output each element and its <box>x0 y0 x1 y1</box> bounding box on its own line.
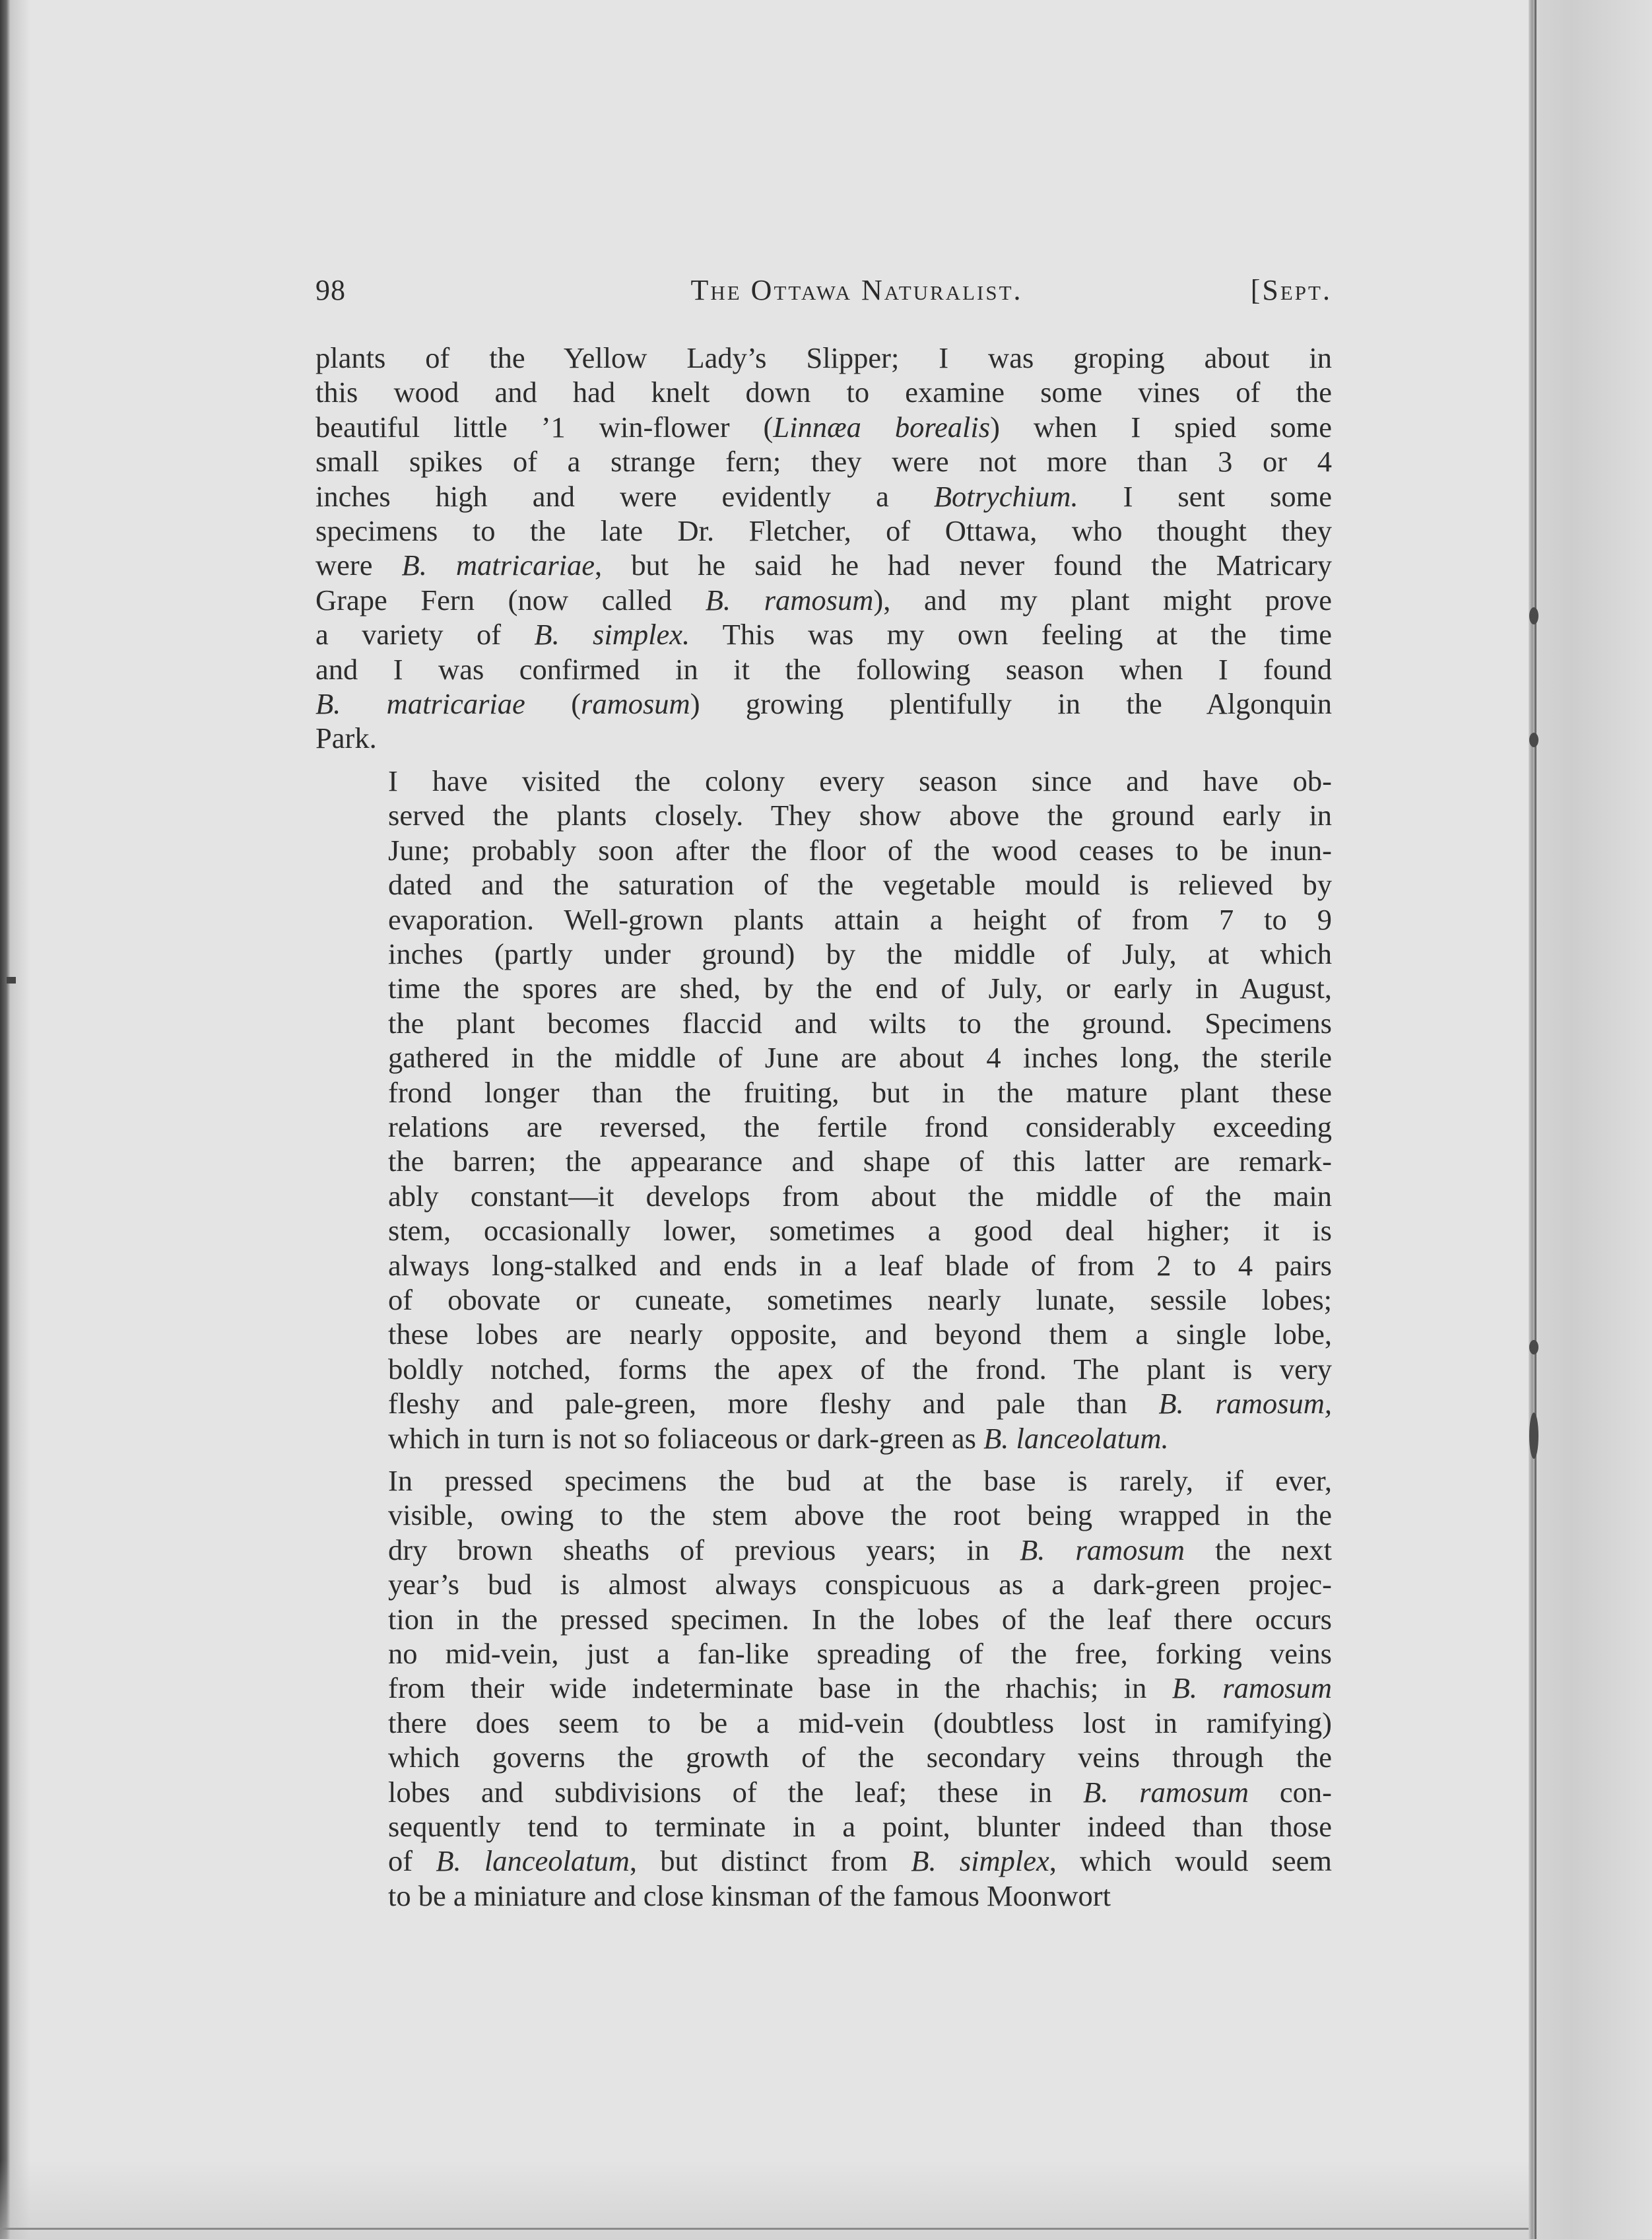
text-line: time the spores are shed, by the end of July, or early in August, <box>388 972 1332 1005</box>
text-line: plants of the Yellow Lady’s Slipper; I was groping about in <box>315 341 1332 374</box>
issue-month: [Sept. <box>1250 274 1332 306</box>
italic-term: B. ramosum <box>1083 1775 1249 1809</box>
text-line: from their wide indeterminate base in the rhachis; in B. ramosum <box>388 1671 1333 1705</box>
text-line: always long-stalked and ends in a leaf blade of from 2 to 4 pairs <box>388 1248 1332 1282</box>
facing-page-edge <box>1536 0 1652 2239</box>
text-line: Grape Fern (now called B. ramosum), and my plant might prove <box>315 583 1333 617</box>
binding-stitch <box>1529 733 1538 747</box>
italic-term: B. lanceolatum <box>436 1844 630 1878</box>
text-line: B. matricariae (ramosum) growing plentifully in the Algonquin <box>315 687 1332 721</box>
text-line: which in turn is not so foliaceous or dark-green as B. lanceolatum. <box>388 1421 1169 1455</box>
paragraph <box>315 341 1332 756</box>
text-line: evaporation. Well-grown plants attain a height of from 7 to 9 <box>388 902 1332 936</box>
text-line: visible, owing to the stem above the root being wrapped in the <box>388 1498 1332 1532</box>
text-line: dry brown sheaths of previous years; in B. ramosum the next <box>388 1533 1332 1566</box>
italic-term: B. ramosum <box>705 583 874 617</box>
running-head <box>315 267 1332 313</box>
text-line: which governs the growth of the secondary veins through the <box>388 1741 1332 1774</box>
text-line: June; probably soon after the floor of the wood ceases to be inun- <box>388 833 1332 867</box>
text-line: boldly notched, forms the apex of the frond. The plant is very <box>388 1352 1332 1386</box>
italic-term: B. matricariae <box>401 549 595 582</box>
binding-stitch <box>1529 1340 1538 1354</box>
scan-left-edge <box>0 0 11 2239</box>
text-line: a variety of B. simplex. This was my own feeling at the time <box>315 618 1332 652</box>
paragraph <box>315 764 1332 1455</box>
journal-title: The Ottawa Naturalist. <box>690 274 1023 306</box>
text-line: of B. lanceolatum, but distinct from B. simplex, which would seem <box>388 1844 1333 1878</box>
binding-stitch <box>1529 607 1538 624</box>
scan-bottom-shadow <box>0 2160 1529 2239</box>
text-line: In pressed specimens the bud at the base is rarely, if ever, <box>388 1464 1332 1497</box>
italic-term: B. matricariae <box>315 687 525 721</box>
text-line: frond longer than the fruiting, but in the mature plant these <box>388 1075 1332 1109</box>
article-body <box>315 341 1332 1913</box>
text-line: stem, occasionally lower, sometimes a good deal higher; it is <box>388 1214 1332 1248</box>
binding-line <box>1535 0 1536 2239</box>
italic-term: B. ramosum <box>1020 1533 1185 1566</box>
text-line: dated and the saturation of the vegetable mould is relieved by <box>388 868 1332 902</box>
text-line: gathered in the middle of June are about 4 inches long, the sterile <box>388 1041 1332 1075</box>
text-line: small spikes of a strange fern; they were not more than 3 or 4 <box>315 445 1332 479</box>
text-line: there does seem to be a mid-vein (doubtless lost in ramifying) <box>388 1706 1332 1739</box>
italic-term: Linnæa borealis <box>773 410 991 444</box>
text-line: and I was confirmed in it the following season when I found <box>315 652 1332 686</box>
text-line: ably constant—it develops from about the middle of the main <box>388 1179 1332 1213</box>
text-line: beautiful little ’1 win-flower (Linnæa borealis) when I spied some <box>315 410 1333 444</box>
text-line: to be a miniature and close kinsman of the famous Moonwort <box>388 1879 1111 1912</box>
page-number: 98 <box>315 274 346 306</box>
italic-term: B. simplex. <box>534 618 690 652</box>
scan-bottom-edge <box>0 2228 1529 2230</box>
margin-mark <box>7 977 16 984</box>
text-line: lobes and subdivisions of the leaf; these in B. ramosum con- <box>388 1775 1332 1809</box>
text-line: year’s bud is almost always conspicuous as a dark-green projec- <box>388 1568 1332 1601</box>
text-line: the barren; the appearance and shape of this latter are remark- <box>388 1145 1332 1178</box>
italic-term: ramosum <box>581 687 690 721</box>
text-line: fleshy and pale-green, more fleshy and pale than B. ramosum, <box>388 1387 1332 1420</box>
italic-term: Botrychium. <box>933 479 1078 513</box>
text-line: inches high and were evidently a Botrychium. I sent some <box>315 479 1332 513</box>
text-line: served the plants closely. They show above the ground early in <box>388 799 1332 832</box>
text-line: inches (partly under ground) by the middle of July, at which <box>388 937 1332 970</box>
italic-term: B. ramosum <box>1172 1671 1333 1705</box>
text-line: this wood and had knelt down to examine some vines of the <box>315 376 1332 409</box>
text-line: relations are reversed, the fertile frond considerably exceeding <box>388 1110 1332 1143</box>
scan-left-shadow <box>11 0 30 2239</box>
text-line: the plant becomes flaccid and wilts to the ground. Specimens <box>388 1006 1332 1040</box>
text-line: I have visited the colony every season since and have ob- <box>388 764 1332 797</box>
text-line: sequently tend to terminate in a point, blunter indeed than those <box>388 1810 1332 1844</box>
text-line: specimens to the late Dr. Fletcher, of Ottawa, who thought they <box>315 514 1332 548</box>
text-line: no mid-vein, just a fan-like spreading of the free, forking veins <box>388 1637 1332 1671</box>
italic-term: B. lanceolatum. <box>983 1421 1169 1455</box>
text-line: Park. <box>315 721 377 755</box>
binding-stitch <box>1529 1413 1538 1459</box>
paragraph <box>315 1463 1332 1913</box>
text-line: tion in the pressed specimen. In the lobes of the leaf there occurs <box>388 1602 1332 1636</box>
text-line: were B. matricariae, but he said he had never found the Matricary <box>315 549 1332 582</box>
text-line: these lobes are nearly opposite, and beyond them a single lobe, <box>388 1318 1332 1351</box>
italic-term: B. simplex <box>911 1844 1049 1878</box>
text-line: of obovate or cuneate, sometimes nearly lunate, sessile lobes; <box>388 1283 1332 1316</box>
italic-term: B. ramosum, <box>1158 1387 1332 1420</box>
